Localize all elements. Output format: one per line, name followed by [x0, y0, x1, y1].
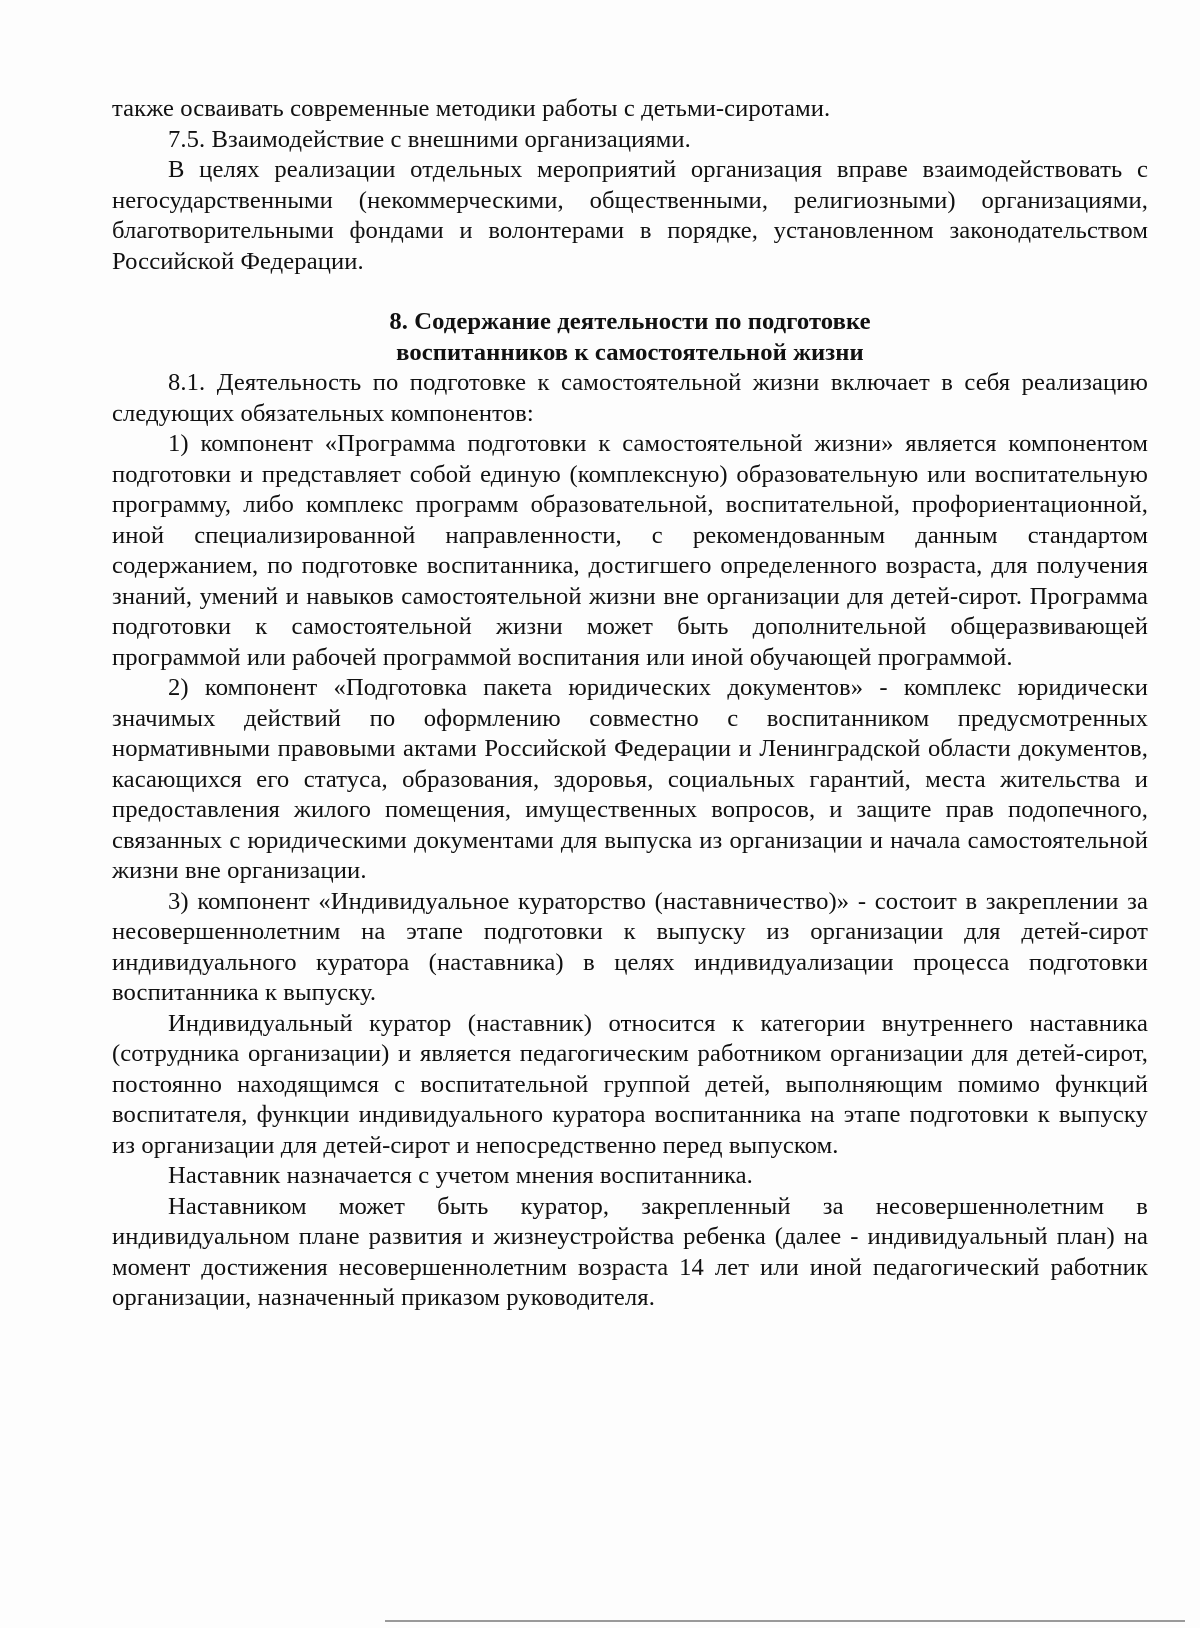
paragraph-continuation: также осваивать современные методики работы с детьми-сиротами. — [112, 95, 831, 122]
paragraph-individual-curator: Индивидуальный куратор (наставник) относится к категории внутреннего наставника (сотрудника организации) и является педагогическим работником организации для детей-сирот, постоянно находящимся с воспитательной группой детей, выполняющим помимо функций воспитателя, функции индивидуального куратора воспитанника на этапе подготовки к выпуску из организации для детей-сирот и непосредственно перед выпуском. — [112, 1009, 1148, 1159]
paragraph-component-3: 3) компонент «Индивидуальное кураторство (наставничество)» - состоит в закреплении за несовершеннолетним на этапе подготовки к выпуску из организации для детей-сирот индивидуального куратора (наставника) в целях индивидуализации процесса подготовки воспитанника к выпуску. — [112, 887, 1148, 1006]
paragraph-8-1: 8.1. Деятельность по подготовке к самостоятельной жизни включает в себя реализацию следующих обязательных компонентов: — [112, 369, 1148, 427]
paragraph-mentor-assignment: Наставник назначается с учетом мнения воспитанника. — [168, 1162, 753, 1189]
paragraph-external-organizations: В целях реализации отдельных мероприятий организация вправе взаимодействовать с негосударственными (некоммерческими, общественными, религиозными) организациями, благотворительными фондами и волонтерами в порядке, установленном законодательством Российской Федерации. — [112, 156, 1148, 275]
scan-edge-line — [385, 1620, 1185, 1622]
section-heading-line-1: 8. Содержание деятельности по подготовке — [389, 308, 871, 335]
paragraph-mentor-eligibility: Наставником может быть куратор, закрепленный за несовершеннолетним в индивидуальном плане развития и жизнеустройства ребенка (далее - индивидуальный план) на момент достижения несовершеннолетним возраста 14 лет или иной педагогический работник организации, назначенный приказом руководителя. — [112, 1192, 1148, 1311]
section-heading-line-2: воспитанников к самостоятельной жизни — [396, 338, 864, 366]
paragraph-component-1: 1) компонент «Программа подготовки к самостоятельной жизни» является компонентом подготовки и представляет собой единую (комплексную) образовательную или воспитательную программу, либо комплекс программ образовательной, воспитательной, профориентационной, иной специализированной направленности, с рекомендованным данным стандартом содержанием, по подготовке воспитанника, достигшего определенного возраста, для получения знаний, умений и навыков самостоятельной жизни вне организации для детей-сирот. Программа подготовки к самостоятельной жизни может быть дополнительной общеразвивающей программой или рабочей программой воспитания или иной обучающей программой. — [112, 430, 1148, 671]
paragraph-component-2: 2) компонент «Подготовка пакета юридических документов» - комплекс юридически значимых действий по оформлению совместно с воспитанником предусмотренных нормативными правовыми актами Российской Федерации и Ленинградской области документов, касающихся его статуса, образования, здоровья, социальных гарантий, места жительства и предоставления жилого помещения, имущественных вопросов, и защите прав подопечного, связанных с юридическими документами для выпуска из организации и начала самостоятельной жизни вне организации. — [112, 674, 1148, 884]
section-heading — [112, 307, 1148, 368]
paragraph-section-7-5: 7.5. Взаимодействие с внешними организациями. — [168, 125, 691, 153]
document-body — [112, 94, 1148, 1314]
